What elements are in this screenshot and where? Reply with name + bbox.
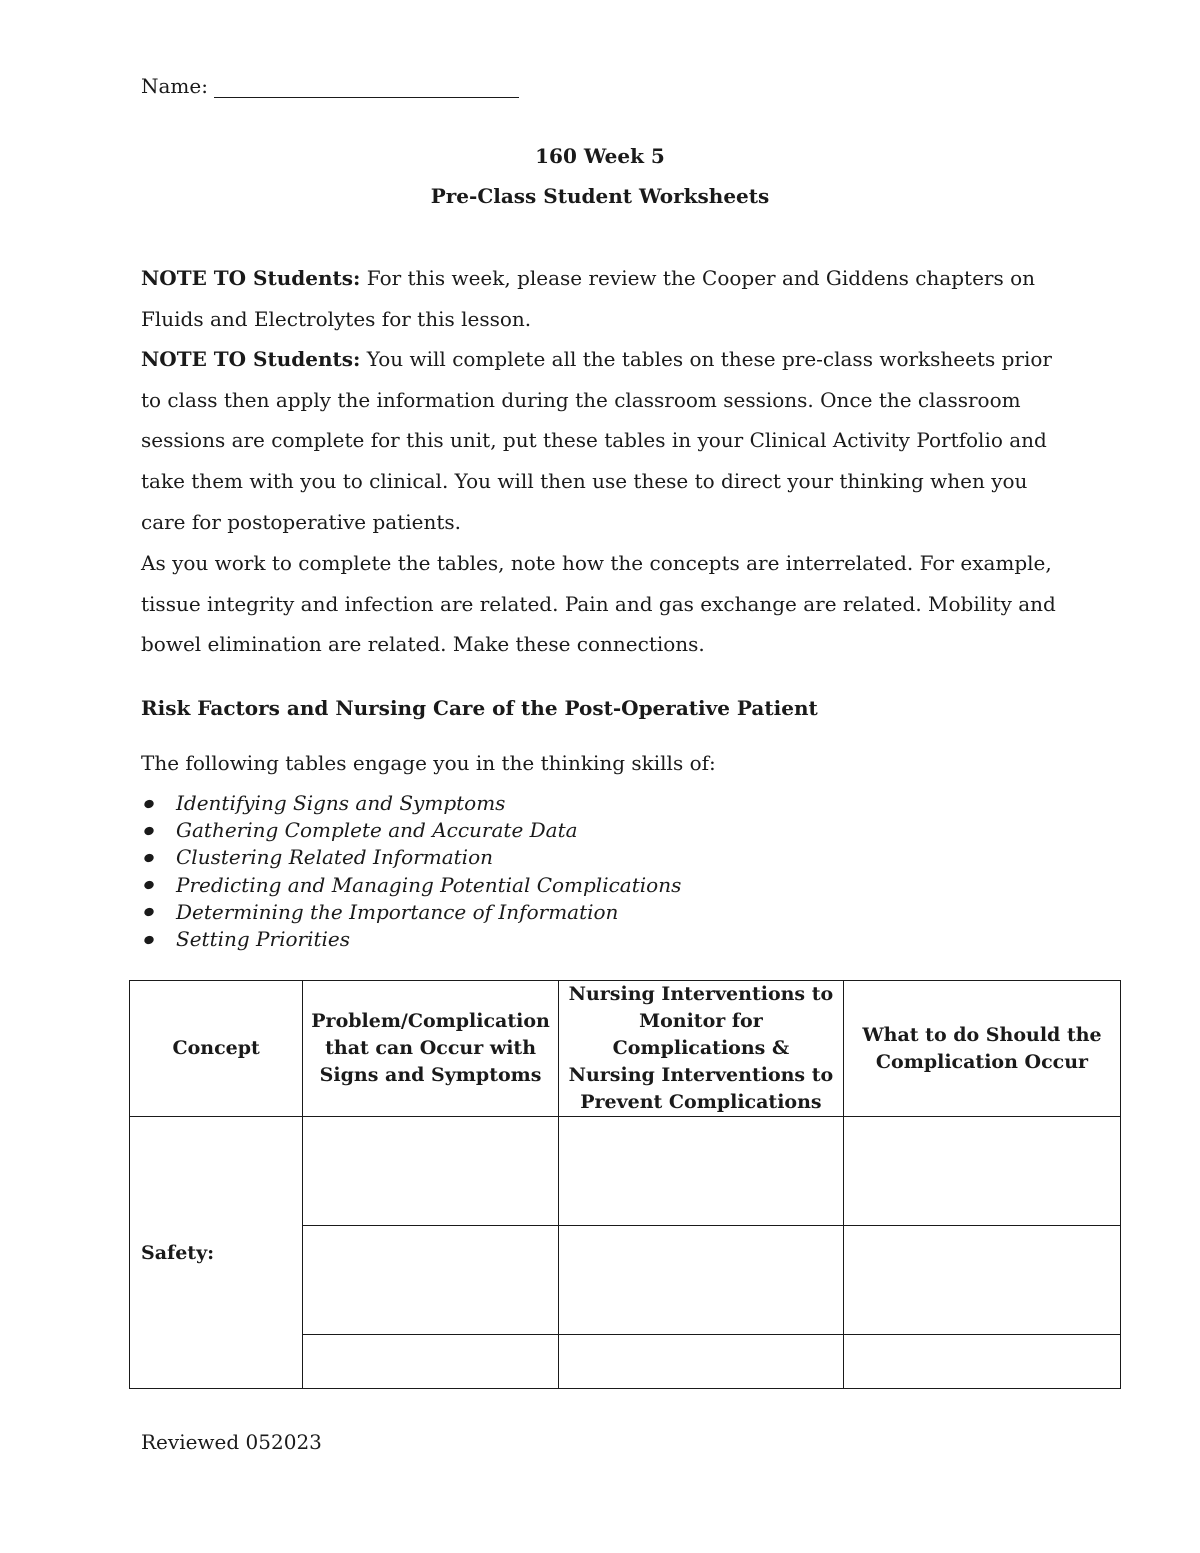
skills-intro: The following tables engage you in the thinking skills of: [141,751,716,775]
problem-cell[interactable] [303,1117,559,1226]
header-what-to-do: What to do Should the Complication Occur [843,981,1120,1117]
what-to-do-cell[interactable] [843,1335,1120,1389]
list-item: Clustering Related Information [141,844,681,871]
interventions-cell[interactable] [558,1335,843,1389]
list-item: Identifying Signs and Symptoms [141,790,681,817]
interventions-cell[interactable] [558,1117,843,1226]
name-field [141,74,519,98]
table-header-row [130,981,1121,1117]
worksheet-title: Pre-Class Student Worksheets [430,184,770,208]
what-to-do-cell[interactable] [843,1117,1120,1226]
header-interventions: Nursing Interventions to Monitor for Complications & Nursing Interventions to Prevent Complications [558,981,843,1117]
note-text: You will complete all the tables on these pre-class worksheets prior to class then apply the information during the classroom sessions. Once the classroom sessions are complete for this unit, put these tables in your Clinical Activity Portfolio and take them with you to clinical. You will then use these to direct your thinking when you care for postoperative patients. [141,347,1052,534]
name-blank-line[interactable] [214,75,519,98]
header-problem: Problem/Complication that can Occur with Signs and Symptoms [303,981,559,1117]
note-label: NOTE TO Students: [141,347,361,371]
bullet-icon [143,934,155,945]
list-item: Setting Priorities [141,926,681,953]
note-text: For this week, please review the Cooper and Giddens chapters on Fluids and Electrolytes for this lesson. [141,266,1036,331]
skills-list [141,790,681,953]
reviewed-footer: Reviewed 052023 [141,1430,322,1454]
table-row [130,1117,1121,1226]
list-item: Gathering Complete and Accurate Data [141,817,681,844]
section-heading: Risk Factors and Nursing Care of the Post-Operative Patient [141,696,818,720]
list-item: Predicting and Managing Potential Complications [141,872,681,899]
what-to-do-cell[interactable] [843,1226,1120,1335]
interventions-cell[interactable] [558,1226,843,1335]
problem-cell[interactable] [303,1335,559,1389]
concept-cell: Safety: [130,1117,303,1389]
course-week-title: 160 Week 5 [535,144,665,168]
name-label: Name: [141,74,208,98]
header-concept: Concept [130,981,303,1117]
list-item: Determining the Importance of Information [141,899,681,926]
bullet-icon [143,853,155,864]
note-paragraph-3: As you work to complete the tables, note how the concepts are interrelated. For example, tissue integrity and infection are related. Pain and gas exchange are related. Mobility and bowel elimination are related. Make these connections. [141,551,1056,657]
note-label: NOTE TO Students: [141,266,361,290]
bullet-icon [143,907,155,918]
note-paragraph-2 [141,339,1071,543]
bullet-icon [143,825,155,836]
bullet-icon [143,798,155,809]
care-table [129,980,1121,1389]
problem-cell[interactable] [303,1226,559,1335]
note-paragraph-1 [141,258,1071,339]
bullet-icon [143,880,155,891]
